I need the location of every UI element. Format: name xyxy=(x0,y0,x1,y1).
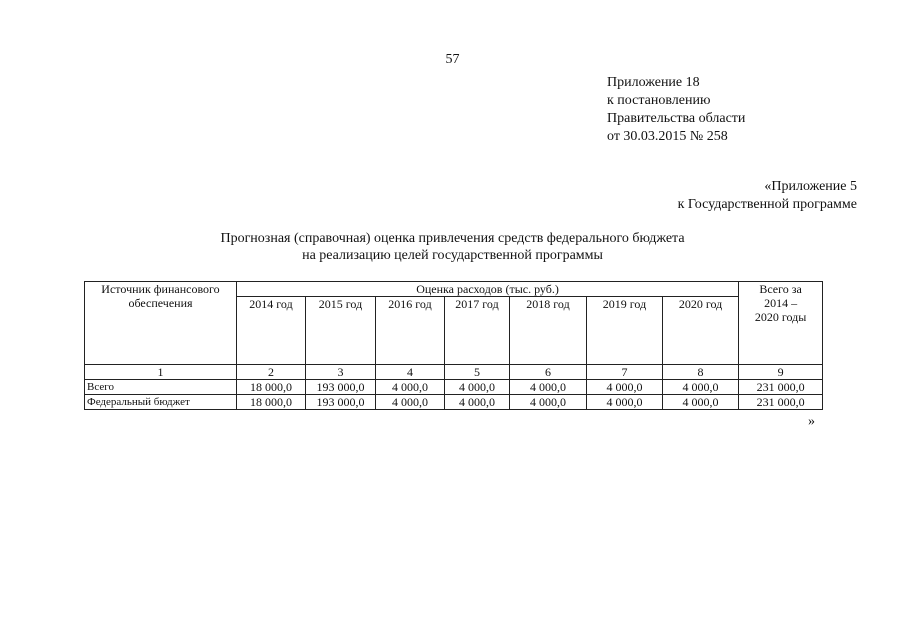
document-title-line-2: на реализацию целей государственной программы xyxy=(302,248,603,263)
table-cell: 4 000,0 xyxy=(587,380,663,395)
document-title xyxy=(0,230,905,264)
row-source-label: Всего xyxy=(85,380,237,395)
column-number: 2 xyxy=(237,365,306,380)
table-cell: 4 000,0 xyxy=(445,395,510,410)
table-cell: 4 000,0 xyxy=(510,395,587,410)
table-cell: 4 000,0 xyxy=(663,380,739,395)
column-number-row xyxy=(85,365,823,380)
program-attachment-header xyxy=(678,178,857,214)
column-number: 7 xyxy=(587,365,663,380)
year-header-2016: 2016 год xyxy=(376,297,445,365)
source-column-header: Источник финансового обеспечения xyxy=(85,282,237,365)
table-cell: 4 000,0 xyxy=(587,395,663,410)
attachment-line-1: Приложение 18 xyxy=(607,75,700,90)
table-cell: 4 000,0 xyxy=(445,380,510,395)
column-number: 8 xyxy=(663,365,739,380)
table-row-federal-budget xyxy=(85,395,823,410)
table-cell: 193 000,0 xyxy=(306,395,376,410)
table-cell: 18 000,0 xyxy=(237,380,306,395)
table-cell: 18 000,0 xyxy=(237,395,306,410)
attachment-header xyxy=(607,74,745,146)
year-header-2015: 2015 год xyxy=(306,297,376,365)
year-header-2018: 2018 год xyxy=(510,297,587,365)
year-header-2017: 2017 год xyxy=(445,297,510,365)
table-cell: 4 000,0 xyxy=(376,395,445,410)
year-header-2014: 2014 год xyxy=(237,297,306,365)
table-cell: 4 000,0 xyxy=(510,380,587,395)
column-number: 4 xyxy=(376,365,445,380)
table-row-total xyxy=(85,380,823,395)
year-header-2019: 2019 год xyxy=(587,297,663,365)
total-column-header: Всего за 2014 – 2020 годы xyxy=(739,282,823,365)
attachment-line-3: Правительства области xyxy=(607,111,746,126)
column-number: 1 xyxy=(85,365,237,380)
row-total-cell: 231 000,0 xyxy=(739,380,823,395)
year-header-2020: 2020 год xyxy=(663,297,739,365)
funding-table xyxy=(84,281,823,410)
column-number: 9 xyxy=(739,365,823,380)
column-number: 3 xyxy=(306,365,376,380)
table-cell: 4 000,0 xyxy=(663,395,739,410)
attachment-line-4: от 30.03.2015 № 258 xyxy=(607,129,728,144)
column-number: 5 xyxy=(445,365,510,380)
column-number: 6 xyxy=(510,365,587,380)
row-total-cell: 231 000,0 xyxy=(739,395,823,410)
document-title-line-1: Прогнозная (справочная) оценка привлечения средств федерального бюджета xyxy=(220,231,685,246)
page-number: 57 xyxy=(445,52,460,67)
closing-quote: » xyxy=(808,414,815,429)
attachment-line-2: к постановлению xyxy=(607,93,711,108)
program-attachment-line-1: «Приложение 5 xyxy=(764,179,857,194)
table-cell: 4 000,0 xyxy=(376,380,445,395)
expenses-column-header: Оценка расходов (тыс. руб.) xyxy=(237,282,739,297)
row-source-label: Федеральный бюджет xyxy=(85,395,237,410)
table-cell: 193 000,0 xyxy=(306,380,376,395)
program-attachment-line-2: к Государственной программе xyxy=(677,197,857,212)
